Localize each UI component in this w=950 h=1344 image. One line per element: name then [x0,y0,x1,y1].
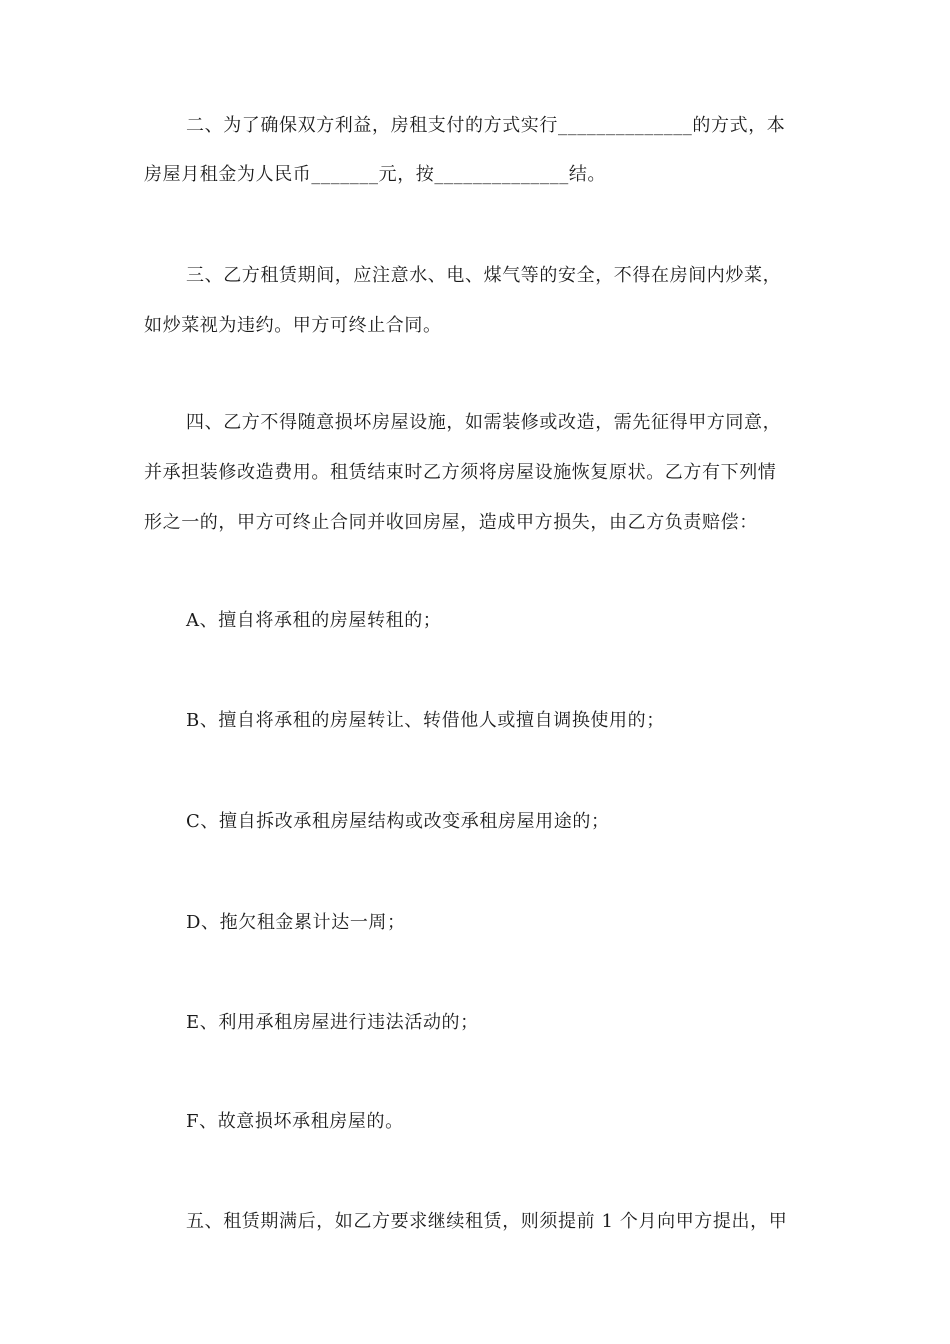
clause-2-text-a: 二、为了确保双方利益，房租支付的方式实行 [186,115,558,136]
list-item-b: B、擅自将承租的房屋转让、转借他人或擅自调换使用的； [186,710,665,731]
list-item-c: C、擅自拆改承租房屋结构或改变承租房屋用途的； [186,811,610,832]
clause-2-line-1 [186,114,785,138]
clause-2-text-b: 的方式，本 [692,115,786,136]
clause-2-text-c: 房屋月租金为人民币 [144,164,312,185]
clause-2-text-e: 结。 [568,164,607,185]
payment-method-blank: ______________ [558,115,693,136]
list-item-f: F、故意损坏承租房屋的。 [186,1111,404,1132]
clause-4-line-3: 形之一的，甲方可终止合同并收回房屋，造成甲方损失，由乙方负责赔偿： [144,512,758,533]
list-item-d: D、拖欠租金累计达一周； [186,912,406,933]
clause-4-line-1: 四、乙方不得随意损坏房屋设施，如需装修或改造，需先征得甲方同意， [186,412,782,433]
settlement-period-blank: ______________ [434,164,569,185]
clause-2-line-2 [144,163,606,187]
list-item-e: E、利用承租房屋进行违法活动的； [186,1012,479,1033]
clause-3-line-2: 如炒菜视为违约。甲方可终止合同。 [144,315,442,336]
rent-amount-blank: _______ [311,164,379,185]
clause-5-line-1: 五、租赁期满后，如乙方要求继续租赁，则须提前 1 个月向甲方提出，甲 [186,1211,788,1232]
clause-3-line-1: 三、乙方租赁期间，应注意水、电、煤气等的安全，不得在房间内炒菜， [186,265,782,286]
list-item-a: A、擅自将承租的房屋转租的； [186,610,442,631]
clause-4-line-2: 并承担装修改造费用。租赁结束时乙方须将房屋设施恢复原状。乙方有下列情 [144,462,777,483]
clause-2-text-d: 元，按 [378,164,435,185]
